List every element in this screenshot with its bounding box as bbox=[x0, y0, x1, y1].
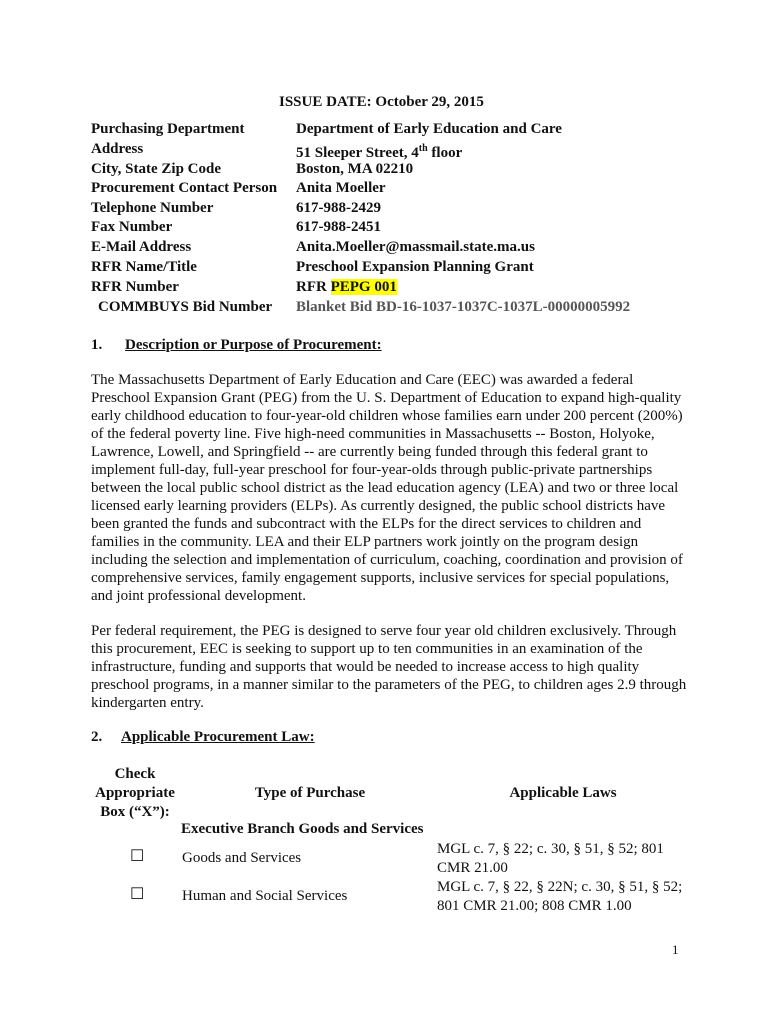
section2-number: 2. bbox=[91, 729, 103, 745]
issue-date: ISSUE DATE: October 29, 2015 bbox=[279, 94, 484, 110]
label-rfr-name: RFR Name/Title bbox=[91, 259, 197, 275]
section1-paragraph-1: The Massachusetts Department of Early Education and Care (EEC) was awarded a federal Preschool Expansion Grant (PEG) from the U. S. Department of Education to expand high-quality early childhood education to four-year-old children whose families earn under 200 percent (200%) of the federal poverty line. Five high-need communities in Massachusetts -- Boston, Holyoke, Lawrence, Lowell, and Springfield -- are currently being funded through this federal grant to implement full-day, full-year preschool for four-year-olds through public-private partnerships between the local public school district as the lead education agency (LEA) and two or three local licensed early learning providers (ELPs). As currently designed, the public school districts have been granted the funds and subcontract with the ELPs for the direct services to children and families in the community. LEA and their ELP partners work jointly on the program design including the selection and implementation of curriculum, coaching, coordination and provision of comprehensive services, family engagement supports, inclusive services for special populations, and joint professional development. bbox=[91, 372, 683, 604]
header-check-box: Check Appropriate Box (“X”): bbox=[95, 766, 175, 820]
label-commbuys-bid: COMMBUYS Bid Number bbox=[98, 299, 273, 315]
label-email: E-Mail Address bbox=[91, 239, 192, 255]
rfr-number-highlight: PEPG 001 bbox=[330, 279, 397, 295]
label-city-state-zip: City, State Zip Code bbox=[91, 161, 222, 177]
value-rfr-name: Preschool Expansion Planning Grant bbox=[296, 259, 534, 275]
type-goods-and-services: Goods and Services bbox=[182, 850, 302, 866]
label-telephone: Telephone Number bbox=[91, 200, 214, 216]
type-human-social-services: Human and Social Services bbox=[182, 888, 348, 904]
label-address: Address bbox=[91, 141, 144, 157]
value-city-state-zip: Boston, MA 02210 bbox=[296, 161, 414, 177]
label-rfr-number: RFR Number bbox=[91, 279, 179, 295]
section1-body-2 bbox=[91, 622, 691, 712]
label-fax: Fax Number bbox=[91, 219, 173, 235]
value-commbuys-bid: Blanket Bid BD-16-1037-1037C-1037L-00000005992 bbox=[296, 299, 631, 315]
section2-title: Applicable Procurement Law: bbox=[121, 729, 315, 745]
label-contact-person: Procurement Contact Person bbox=[91, 180, 278, 196]
section1-paragraph-2: Per federal requirement, the PEG is designed to serve four year old children exclusively. Through this procurement, EEC is seeking to support up to ten communities in an examination of the infrastructure, funding and supports that would be needed to increase access to high quality preschool programs, in a manner similar to the parameters of the PEG, to children ages 2.9 through kindergarten entry. bbox=[91, 623, 687, 711]
checkbox-human-social-services[interactable]: ☐ bbox=[130, 886, 145, 903]
page-number: 1 bbox=[672, 942, 679, 957]
value-address: 51 Sleeper Street, 4th floor bbox=[296, 143, 463, 161]
checkbox-goods-and-services[interactable]: ☐ bbox=[130, 848, 145, 865]
header-applicable-laws: Applicable Laws bbox=[509, 785, 617, 801]
label-purchasing-department: Purchasing Department bbox=[91, 121, 245, 137]
group-heading-executive-branch: Executive Branch Goods and Services bbox=[181, 821, 424, 837]
value-contact-person: Anita Moeller bbox=[296, 180, 386, 196]
laws-goods-and-services: MGL c. 7, § 22; c. 30, § 51, § 52; 801 CMR 21.00 bbox=[437, 841, 664, 876]
section1-body bbox=[91, 371, 691, 605]
laws-human-social-services: MGL c. 7, § 22, § 22N; c. 30, § 51, § 52; 801 CMR 21.00; 808 CMR 1.00 bbox=[437, 879, 683, 914]
header-type-of-purchase: Type of Purchase bbox=[254, 785, 366, 801]
value-rfr-number: RFR PEPG 001 bbox=[296, 279, 397, 295]
value-email: Anita.Moeller@massmail.state.ma.us bbox=[296, 239, 535, 255]
value-fax: 617-988-2451 bbox=[296, 219, 381, 235]
section1-number: 1. bbox=[91, 337, 103, 353]
value-purchasing-department: Department of Early Education and Care bbox=[296, 121, 562, 137]
value-telephone: 617-988-2429 bbox=[296, 200, 381, 216]
section1-title: Description or Purpose of Procurement: bbox=[125, 337, 382, 353]
